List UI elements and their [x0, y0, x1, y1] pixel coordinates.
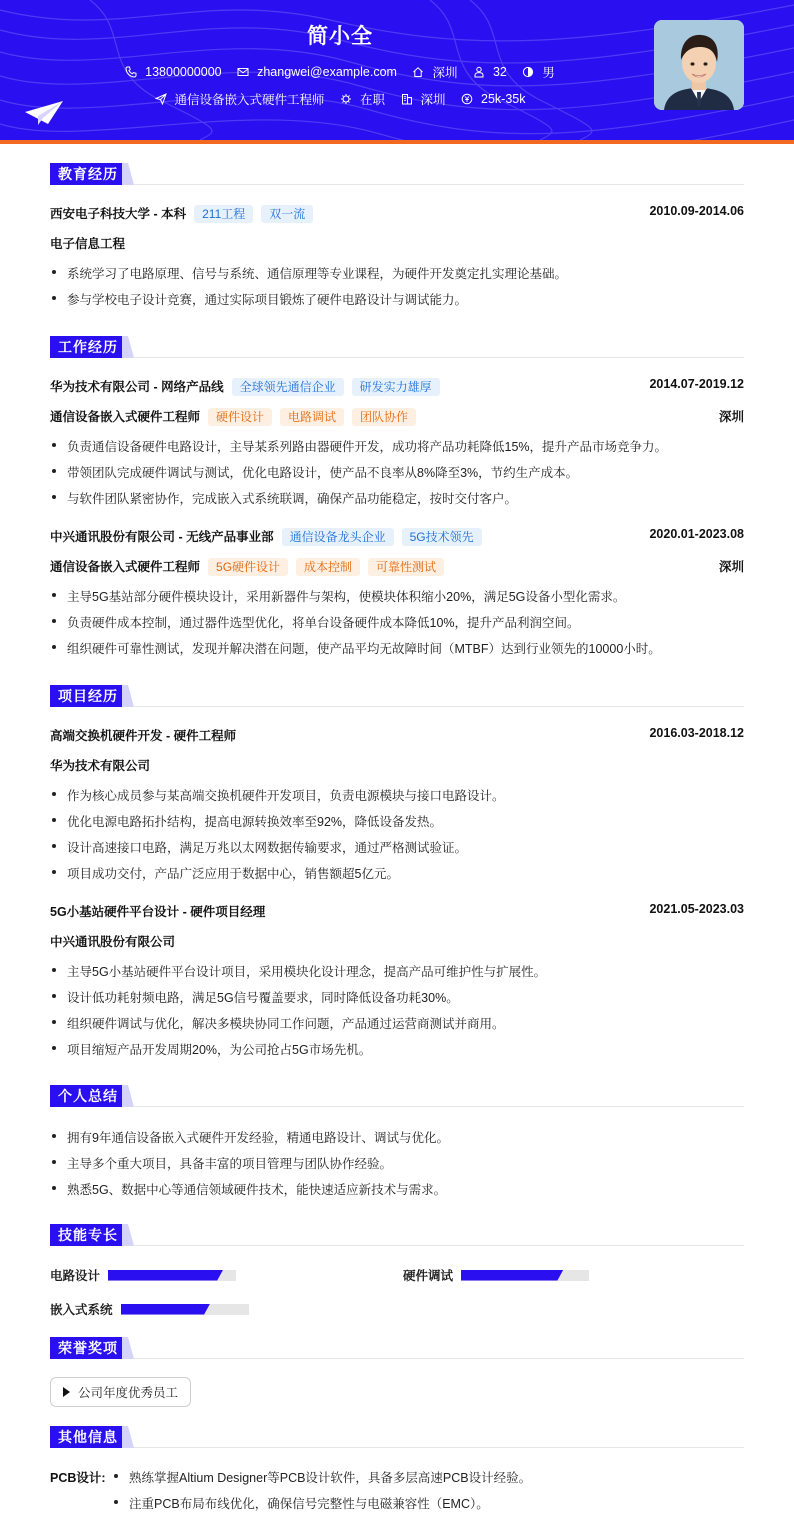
- section-label: 个人总结: [50, 1085, 122, 1107]
- list-item: 设计高速接口电路，满足万兆以太网数据传输要求，通过严格测试验证。: [50, 838, 744, 856]
- list-item: 熟练掌握Altium Designer等PCB设计软件，具备多层高速PCB设计经验。: [112, 1468, 744, 1486]
- section-title-other: [50, 1426, 744, 1448]
- list-item: 参与学校电子设计竞赛，通过实际项目锻炼了硬件电路设计与调试能力。: [50, 290, 744, 308]
- list-item: 组织硬件可靠性测试，发现并解决潜在问题，使产品平均无故障时间（MTBF）达到行业领先的10000小时。: [50, 639, 744, 657]
- skill-bar: [108, 1270, 236, 1281]
- company-tag: 5G技术领先: [402, 528, 482, 546]
- status-text: 在职: [360, 93, 386, 107]
- work-section: [50, 336, 744, 656]
- role-tag: 硬件设计: [208, 408, 272, 426]
- age-text: 32: [492, 65, 507, 79]
- role-tag: 可靠性测试: [368, 558, 444, 576]
- target-city-info: [401, 90, 446, 108]
- section-title-education: [50, 163, 744, 185]
- job-intent-row: [0, 90, 680, 108]
- list-item: 优化电源电路拓扑结构，提高电源转换效率至92%，降低设备发热。: [50, 812, 744, 830]
- section-label: 其他信息: [50, 1426, 122, 1448]
- projects-section: [50, 685, 744, 1057]
- skill-name: 嵌入式系统: [50, 1303, 113, 1317]
- project-name: 5G小基站硬件平台设计 - 硬件项目经理: [50, 905, 266, 919]
- section-label: 荣誉奖项: [50, 1337, 122, 1359]
- target-city-text: 深圳: [420, 93, 446, 107]
- skill-bar-fill: [461, 1270, 563, 1281]
- project-name: 高端交换机硬件开发 - 硬件工程师: [50, 729, 237, 743]
- section-title-tail: [122, 1085, 134, 1107]
- phone-text: 13800000000: [145, 65, 222, 79]
- skill-item: [403, 1266, 589, 1284]
- section-title-summary: [50, 1085, 744, 1107]
- skill-item: [50, 1300, 249, 1318]
- city-info: [412, 63, 457, 81]
- section-label: 项目经历: [50, 685, 122, 707]
- status-icon: [340, 93, 352, 105]
- section-title-tail: [122, 1224, 134, 1246]
- project-header-row: [50, 902, 744, 920]
- profile-photo: [654, 20, 744, 110]
- paper-plane-icon: [24, 100, 64, 126]
- list-item: 设计低功耗射频电路，满足5G信号覆盖要求，同时降低设备功耗30%。: [50, 988, 744, 1006]
- list-item: 拥有9年通信设备嵌入式硬件开发经验，精通电路设计、调试与优化。: [50, 1128, 744, 1146]
- major-name: 电子信息工程: [50, 237, 126, 251]
- skills-section: [50, 1224, 744, 1317]
- skill-bar: [121, 1304, 249, 1315]
- send-icon: [155, 93, 167, 105]
- section-title-skills: [50, 1224, 744, 1246]
- company-tag: 全球领先通信企业: [232, 378, 344, 396]
- salary-text: 25k-35k: [481, 92, 526, 106]
- mail-icon: [237, 66, 249, 78]
- project-period: 2016.03-2018.12: [649, 726, 744, 740]
- role-name: 通信设备嵌入式硬件工程师: [50, 560, 201, 574]
- target-position-text: 通信设备嵌入式硬件工程师: [174, 93, 325, 107]
- summary-section: [50, 1085, 744, 1197]
- award-name: 公司年度优秀员工: [78, 1386, 179, 1400]
- list-item: 主导5G基站部分硬件模块设计，采用新器件与架构，使模块体积缩小20%，满足5G设备小型化需求。: [50, 587, 744, 605]
- skill-bar-fill: [108, 1270, 223, 1281]
- header-accent-line: [0, 140, 794, 144]
- award-item[interactable]: [50, 1377, 191, 1407]
- skill-bar-fill: [121, 1304, 211, 1315]
- list-item: 项目缩短产品开发周期20%，为公司抢占5G市场先机。: [50, 1040, 744, 1058]
- education-header-row: [50, 204, 744, 223]
- list-item: 系统学习了电路原理、信号与系统、通信原理等专业课程，为硬件开发奠定扎实理论基础。: [50, 264, 744, 282]
- job-period: 2014.07-2019.12: [649, 377, 744, 391]
- gender-icon: [522, 66, 534, 78]
- job-header-row: [50, 377, 744, 396]
- role-name: 通信设备嵌入式硬件工程师: [50, 410, 201, 424]
- money-icon: [461, 93, 473, 105]
- list-item: 熟悉5G、数据中心等通信领域硬件技术，能快速适应新技术与需求。: [50, 1180, 744, 1198]
- email-text: zhangwei@example.com: [257, 65, 397, 79]
- education-period: 2010.09-2014.06: [649, 204, 744, 218]
- gender-info: [522, 63, 555, 81]
- section-title-work: [50, 336, 744, 358]
- job-role-row: [50, 407, 744, 426]
- list-item: 项目成功交付，产品广泛应用于数据中心，销售额超5亿元。: [50, 864, 744, 882]
- skill-item: [50, 1266, 236, 1284]
- skill-name: 电路设计: [50, 1269, 101, 1283]
- other-section: [50, 1426, 744, 1511]
- contact-row: [0, 63, 680, 81]
- role-tag: 5G硬件设计: [208, 558, 288, 576]
- role-tag: 成本控制: [296, 558, 360, 576]
- list-item: 主导多个重大项目，具备丰富的项目管理与团队协作经验。: [50, 1154, 744, 1172]
- age-info: [473, 65, 507, 79]
- project-period: 2021.05-2023.03: [649, 902, 744, 916]
- section-title-tail: [122, 1426, 134, 1448]
- salary-info: [461, 92, 525, 106]
- section-label: 技能专长: [50, 1224, 122, 1246]
- phone-info: [125, 65, 221, 79]
- job-location: 深圳: [718, 560, 744, 574]
- list-item: 与软件团队紧密协作，完成嵌入式系统联调，确保产品功能稳定，按时交付客户。: [50, 489, 744, 507]
- section-title-tail: [122, 685, 134, 707]
- job-header-row: [50, 527, 744, 546]
- section-title-tail: [122, 1337, 134, 1359]
- list-item: 带领团队完成硬件调试与测试，优化电路设计，使产品不良率从8%降至3%，节约生产成本。: [50, 463, 744, 481]
- gender-text: 男: [542, 66, 555, 80]
- job-period: 2020.01-2023.08: [649, 527, 744, 541]
- status-info: [340, 90, 385, 108]
- company-tag: 研发实力雄厚: [352, 378, 440, 396]
- list-item: 负责通信设备硬件电路设计，主导某系列路由器硬件开发，成功将产品功耗降低15%，提升产品市场竞争力。: [50, 437, 744, 455]
- home-icon: [412, 66, 424, 78]
- school-tag: 211工程: [194, 205, 253, 223]
- school-tag: 双一流: [261, 205, 313, 223]
- school-name: 西安电子科技大学 - 本科: [50, 207, 187, 221]
- list-item: 主导5G小基站硬件平台设计项目，采用模块化设计理念，提高产品可维护性与扩展性。: [50, 962, 744, 980]
- avatar-illustration: [654, 20, 744, 110]
- triangle-right-icon: [63, 1387, 70, 1397]
- project-header-row: [50, 726, 744, 744]
- section-title-tail: [122, 336, 134, 358]
- email-info: [237, 65, 397, 79]
- honors-section: [50, 1337, 744, 1400]
- job-location: 深圳: [718, 410, 744, 424]
- list-item: 负责硬件成本控制，通过器件选型优化，将单台设备硬件成本降低10%，提升产品利润空间。: [50, 613, 744, 631]
- education-section: [50, 163, 744, 307]
- company-name: 中兴通讯股份有限公司 - 无线产品事业部: [50, 530, 274, 544]
- section-label: 工作经历: [50, 336, 122, 358]
- company-tag: 通信设备龙头企业: [282, 528, 394, 546]
- list-item: 作为核心成员参与某高端交换机硬件开发项目，负责电源模块与接口电路设计。: [50, 786, 744, 804]
- resume-header: [0, 0, 794, 140]
- candidate-name: 简小全: [307, 25, 373, 48]
- other-label: PCB设计:: [50, 1471, 106, 1485]
- city-text: 深圳: [432, 66, 458, 80]
- person-icon: [473, 66, 485, 78]
- project-company: 华为技术有限公司: [50, 759, 151, 773]
- job-role-row: [50, 557, 744, 576]
- role-tag: 团队协作: [352, 408, 416, 426]
- list-item: 组织硬件调试与优化，解决多模块协同工作问题，产品通过运营商测试并商用。: [50, 1014, 744, 1032]
- section-label: 教育经历: [50, 163, 122, 185]
- section-title-tail: [122, 163, 134, 185]
- project-company: 中兴通讯股份有限公司: [50, 935, 176, 949]
- section-title-projects: [50, 685, 744, 707]
- skill-bar: [461, 1270, 589, 1281]
- building-icon: [401, 93, 413, 105]
- target-position-info: [155, 90, 325, 108]
- role-tag: 电路调试: [280, 408, 344, 426]
- list-item: 注重PCB布局布线优化，确保信号完整性与电磁兼容性（EMC）。: [112, 1494, 744, 1512]
- phone-icon: [125, 66, 137, 78]
- company-name: 华为技术有限公司 - 网络产品线: [50, 380, 224, 394]
- skill-name: 硬件调试: [403, 1269, 454, 1283]
- section-title-honors: [50, 1337, 744, 1359]
